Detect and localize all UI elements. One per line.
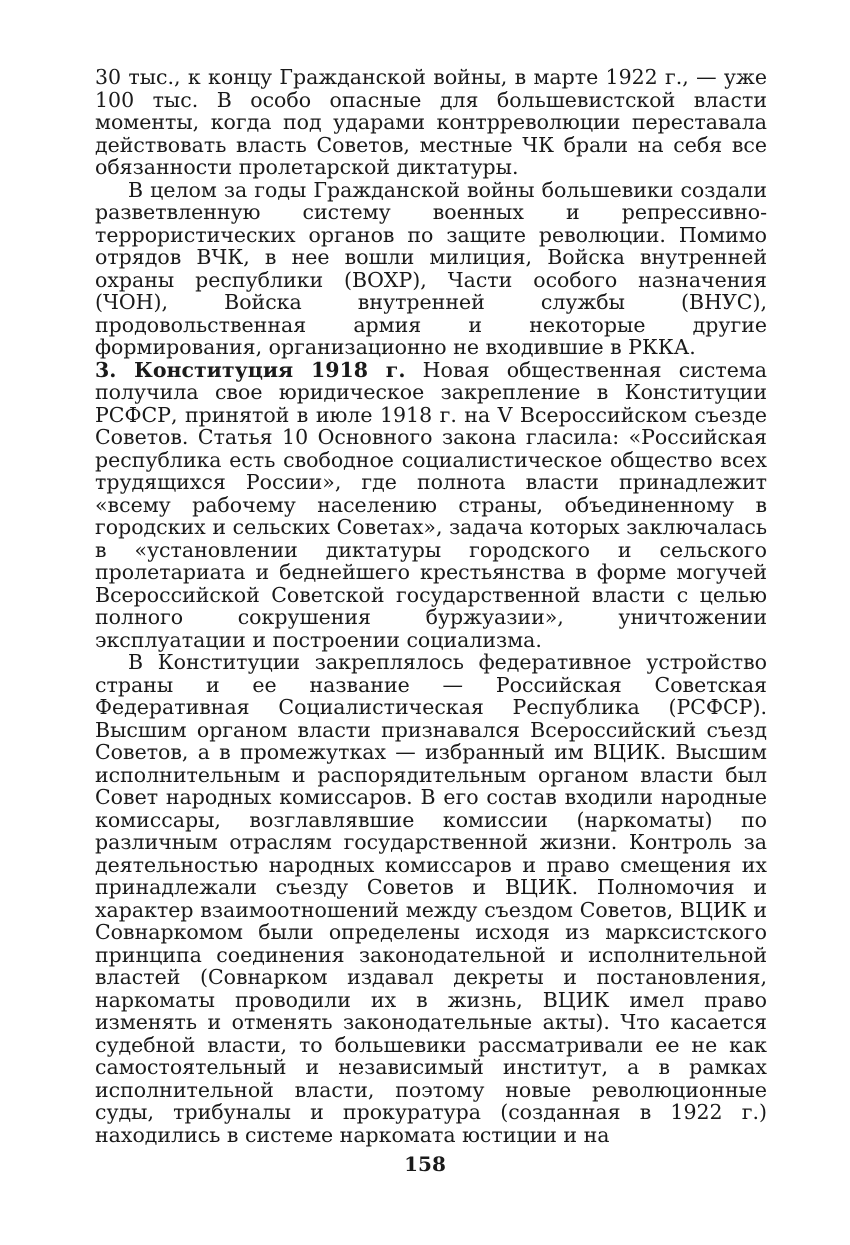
section-heading: 3. Конституция 1918 г. bbox=[95, 357, 406, 382]
paragraph-repressive-system: В целом за годы Гражданской войны большевики создали разветвленную систему военных и репрессивно-террористических органов по защите революции. Помимо отрядов ВЧК, в нее вошли милиция, Войска внутренней охраны республики (ВОХР), Части особого назначения (ЧОН), Войска внутренней службы (ВНУС), продовольственная армия и некоторые другие формирования, организационно не входившие в РККА. bbox=[95, 177, 767, 359]
paragraph-federal-structure: В Конституции закреплялось федеративное устройство страны и ее название — Российская Советская Федеративная Социалистическая Республика (РСФСР). Высшим органом власти признавался Всероссийский съезд Советов, а в промежутках — избранный им ВЦИК. Высшим исполнительным и распорядительным органом власти был Совет народных комиссаров. В его состав входили народные комиссары, возглавлявшие комиссии (наркоматы) по различным отраслям государственной жизни. Контроль за деятельностью народных комиссаров и право смещения их принадлежали съезду Советов и ВЦИК. Полномочия и характер взаимоотношений между съездом Советов, ВЦИК и Совнаркомом были определены исходя из марксистского принципа соединения законодательной и исполнительной властей (Совнарком издавал декреты и постановления, наркоматы проводили их в жизнь, ВЦИК имел право изменять и отменять законодательные акты). Что касается судебной власти, то большевики рассматривали ее не как самостоятельный и независимый институт, а в рамках исполнительной власти, поэтому новые революционные суды, трибуналы и прокуратура (созданная в 1922 г.) находились в системе наркомата юстиции и на bbox=[95, 650, 767, 1147]
paragraph-cheka-growth: 30 тыс., к концу Гражданской войны, в марте 1922 г., — уже 100 тыс. В особо опасные для большевистской власти моменты, когда под ударами контрреволюции переставала действовать власть Советов, местные ЧК брали на себя все обязанности пролетарской диктатуры. bbox=[95, 65, 767, 179]
paragraph-constitution-text: Новая общественная система получила свое юридическое закрепление в Конституции РСФСР, принятой в июле 1918 г. на V Всероссийском съезде Советов. Статья 10 Основного закона гласила: «Российская республика есть свободное социалистическое общество всех трудящихся России», где полнота власти принадлежит «всему рабочему населению страны, объединенному в городских и сельских Советах», задача которых заключалась в «установлении диктатуры городского и сельского пролетариата и беднейшего крестьянства в форме могучей Всероссийской Советской государственной власти с целью полного сокрушения буржуазии», уничтожении эксплуатации и построении социализма. bbox=[95, 357, 767, 652]
page-number: 158 bbox=[404, 1152, 446, 1176]
page-body bbox=[95, 66, 767, 1146]
paragraph-constitution-1918 bbox=[95, 359, 767, 652]
